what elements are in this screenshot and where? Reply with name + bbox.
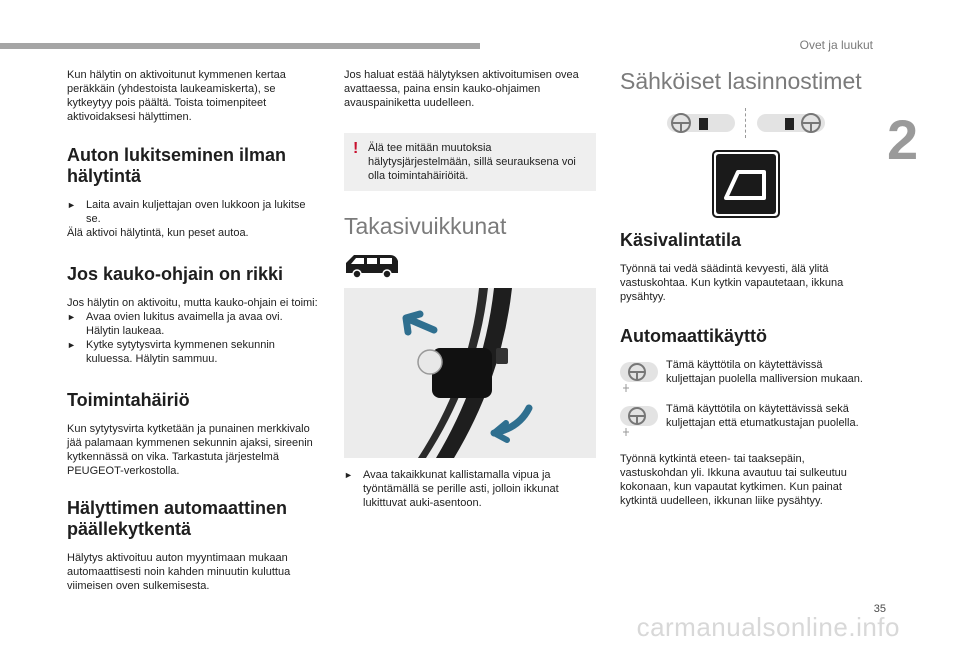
auto-mode-item-2-text: Tämä käyttötila on käytettävissä sekä kuljettajan että etumatkustajan puolella. [666,403,859,429]
auto-mode-item-1-text: Tämä käyttötila on käytettävissä kuljettajan puolella malliversion mukaan. [666,359,863,385]
alarm-intro-text: Kun hälytin on aktivoitunut kymmenen kertaa peräkkäin (yhdestoista laukeamiskerta), se kytkeytyy pois päältä. Toista toimenpiteet aktivoidaksesi hälyttimen. [67,69,286,123]
chapter-number: 2 [887,108,919,171]
section-title: Ovet ja luukut [799,38,873,52]
lock-bullet: ► Laita avain kuljettajan oven lukkoon ja lukitse se. [67,199,306,225]
remote-bullet-2: ► Kytke sytytysvirta kymmenen sekunnin kuluessa. Hälytin sammuu. [67,339,275,365]
lock-note: Älä aktivoi hälytintä, kun peset autoa. [67,227,249,239]
column-left [67,68,319,593]
rear-window-latch-photo [344,288,596,458]
steering-wheel-right-icon [757,110,825,136]
page-number: 35 [873,603,886,615]
steering-wheel-icon [620,402,658,438]
fault-text: Kun sytytysvirta kytketään ja punainen merkkivalo jää palamaan kymmenen sekunnin ajaksi, sireenin kytkennässä on vika. Tarkastuta järjestelmä PEUGEOT-verkostolla. [67,423,313,477]
warning-text: Älä tee mitään muutoksia hälytysjärjestelmään, sillä seurauksena voi olla toimintahäiriöitä. [368,142,576,182]
bullet-arrow-icon: ► [344,470,353,480]
bullet-arrow-icon: ► [67,200,76,210]
broken-remote-heading: Jos kauko-ohjain on rikki [67,264,284,284]
auto-activation-heading: Hälyttimen automaattinen päällekytkentä [67,498,288,539]
auto-activation-text: Hälytys aktivoituu auton myyntimaan mukaan automaattisesti noin kahden minuutin kuluttua viimeisen oven sulkemisesta. [67,552,291,592]
fault-heading: Toimintahäiriö [67,390,190,410]
wheel-icons-row [620,108,872,138]
manual-mode-heading: Käsivalintatila [620,230,742,250]
warning-icon: ! [353,140,359,157]
steering-wheel-icon [620,358,658,394]
watermark: carmanualsonline.info [636,612,900,642]
auto-mode-text: Työnnä kytkintä eteen- tai taaksepäin, vastuskohdan yli. Ikkuna avautuu tai sulkeutuu kokonaan, kun vapautat kytkimen. Kun painat kytkintä uudelleen, ikkunan liike pysähtyy. [620,453,847,507]
manual-mode-text: Työnnä tai vedä säädintä kevyesti, älä ylitä vastuskohtaa. Kun kytkin vapautetaan, ikkuna pysähtyy. [620,263,844,303]
auto-mode-item-1 [620,358,872,394]
column-middle [344,68,596,510]
column-right [620,68,872,508]
remote-bullet-1: ► Avaa ovien lukitus avaimella ja avaa ovi. Hälytin laukeaa. [67,311,283,337]
auto-mode-heading: Automaattikäyttö [620,326,768,346]
bullet-arrow-icon: ► [67,312,76,322]
warning-box [344,133,596,191]
rear-window-bullet: ► Avaa takaikkunat kallistamalla vipua ja työntämällä se perille asti, jolloin ikkunat lukittuvat auki-asentoon. [344,469,559,509]
auto-mode-item-2 [620,402,872,438]
steering-wheel-left-icon [667,110,735,136]
car-icon [344,253,400,279]
bullet-arrow-icon: ► [67,340,76,350]
divider [745,108,747,138]
lock-without-alarm-heading: Auton lukitseminen ilman hälytintä [67,145,287,186]
alarm-disable-text: Jos haluat estää hälytyksen aktivoitumisen ovea avattaessa, paina ensin kauko-ohjaimen avauspainiketta uudelleen. [344,69,579,109]
window-switch-icon [712,150,780,218]
header-bar [0,43,480,49]
broken-remote-text: Jos hälytin on aktivoitu, mutta kauko-ohjain ei toimi: [67,297,318,309]
power-windows-heading: Sähköiset lasinnostimet [620,68,862,94]
rear-windows-heading: Takasivuikkunat [344,213,507,239]
